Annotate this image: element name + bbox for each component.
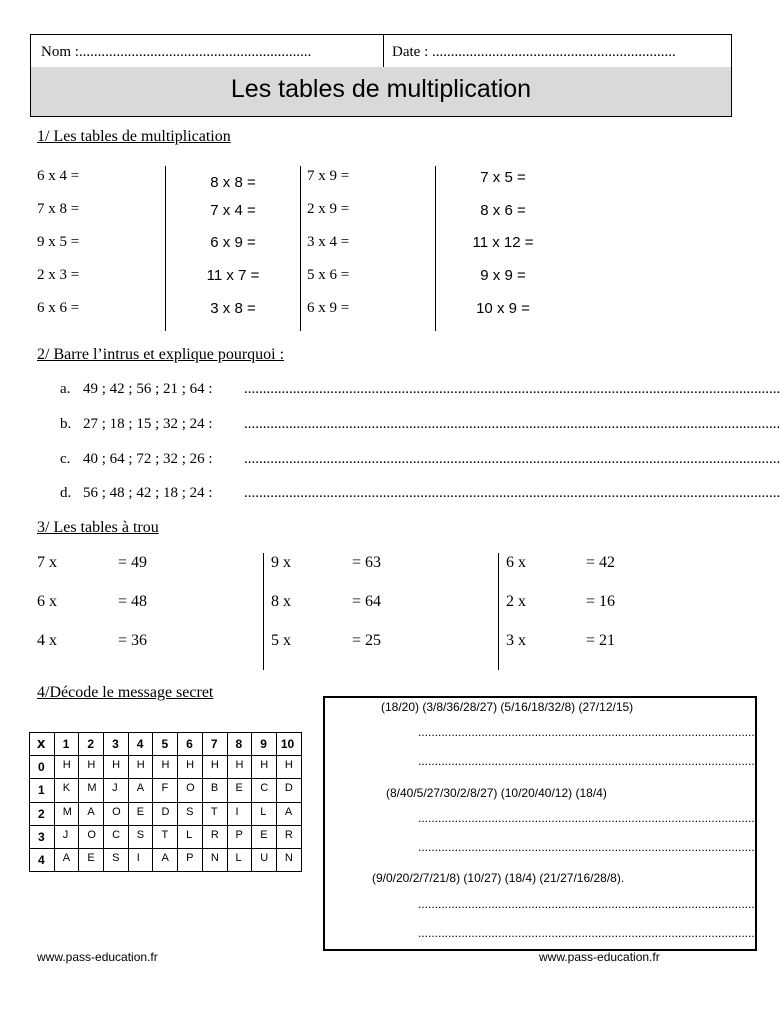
grid-cell: S	[128, 825, 153, 848]
grid-cell: J	[54, 825, 79, 848]
code-sequence: (9/0/20/2/7/21/8) (10/27) (18/4) (21/27/16/28/8).	[372, 871, 625, 885]
answer-line[interactable]: ...............................................................................................................................................	[244, 451, 780, 467]
mult-item: 6 x 6 =	[37, 300, 80, 316]
grid-cell: L	[178, 825, 203, 848]
column-header: 10	[276, 733, 301, 756]
item-letter: c.	[60, 451, 71, 467]
grid-cell: H	[104, 756, 129, 779]
column-divider	[165, 166, 166, 331]
grid-cell: C	[104, 825, 129, 848]
answer-line[interactable]: ...............................................................................................................................................	[244, 416, 780, 432]
column-divider	[300, 166, 301, 331]
product: = 48	[118, 593, 148, 610]
code-sequence: (8/40/5/27/30/2/8/27) (10/20/40/12) (18/4)	[386, 786, 607, 800]
answer-line[interactable]: ......................................................................................................	[418, 811, 759, 825]
mult-item: 2 x 9 =	[307, 201, 350, 217]
factor: 7 x	[37, 554, 57, 571]
grid-cell: S	[104, 848, 129, 871]
mult-item: 7 x 8 =	[37, 201, 80, 217]
row-header: 0	[30, 756, 55, 779]
row-header: 1	[30, 779, 55, 802]
grid-cell: N	[202, 848, 227, 871]
mult-item: 7 x 5 =	[480, 169, 526, 186]
factor: 3 x	[506, 632, 526, 649]
product: = 42	[586, 554, 616, 571]
grid-cell: H	[54, 756, 79, 779]
grid-cell: H	[79, 756, 104, 779]
section4-title: 4/Décode le message secret	[37, 684, 214, 701]
product: = 64	[352, 593, 382, 610]
mult-item: 5 x 6 =	[307, 267, 350, 283]
factor: 8 x	[271, 593, 291, 610]
section2-title: 2/ Barre l’intrus et explique pourquoi :	[37, 346, 285, 363]
grid-cell: R	[276, 825, 301, 848]
number-series: 49 ; 42 ; 56 ; 21 ; 64 :	[83, 381, 213, 397]
mult-item: 10 x 9 =	[476, 300, 530, 317]
product: = 25	[352, 632, 382, 649]
column-header: 5	[153, 733, 178, 756]
grid-cell: T	[153, 825, 178, 848]
product: = 21	[586, 632, 616, 649]
grid-cell: O	[79, 825, 104, 848]
grid-cell: E	[128, 802, 153, 825]
grid-cell: B	[202, 779, 227, 802]
grid-row	[30, 802, 302, 825]
grid-cell: L	[227, 848, 252, 871]
row-header: 4	[30, 848, 55, 871]
header-divider	[383, 35, 384, 67]
mult-item: 2 x 3 =	[37, 267, 80, 283]
decode-grid	[29, 732, 302, 872]
grid-cell: H	[276, 756, 301, 779]
column-header: 8	[227, 733, 252, 756]
grid-row	[30, 779, 302, 802]
column-header: 7	[202, 733, 227, 756]
grid-corner: x	[30, 733, 55, 756]
date-field[interactable]: Date : .................................................................	[392, 44, 676, 60]
product: = 63	[352, 554, 382, 571]
answer-line[interactable]: ......................................................................................................	[418, 897, 759, 911]
grid-cell: L	[252, 802, 277, 825]
answer-line[interactable]: ...............................................................................................................................................	[244, 485, 780, 501]
column-header: 6	[178, 733, 203, 756]
grid-cell: U	[252, 848, 277, 871]
header-box	[30, 34, 732, 117]
mult-item: 11 x 12 =	[472, 234, 534, 251]
mult-item: 6 x 9 =	[210, 234, 256, 251]
mult-item: 3 x 8 =	[210, 300, 256, 317]
mult-item: 6 x 4 =	[37, 168, 80, 184]
row-header: 2	[30, 802, 55, 825]
grid-cell: S	[178, 802, 203, 825]
column-header: 4	[128, 733, 153, 756]
factor: 2 x	[506, 593, 526, 610]
footer-link-left[interactable]: www.pass-education.fr	[37, 950, 158, 964]
factor: 9 x	[271, 554, 291, 571]
grid-row	[30, 825, 302, 848]
column-header: 9	[252, 733, 277, 756]
grid-cell: A	[54, 848, 79, 871]
grid-cell: H	[202, 756, 227, 779]
code-sequence: (18/20) (3/8/36/28/27) (5/16/18/32/8) (27/12/15)	[381, 700, 634, 714]
column-divider	[498, 553, 499, 670]
grid-cell: E	[79, 848, 104, 871]
grid-cell: P	[227, 825, 252, 848]
mult-item: 8 x 6 =	[480, 202, 526, 219]
grid-header-row	[30, 733, 302, 756]
grid-cell: R	[202, 825, 227, 848]
column-header: 3	[104, 733, 129, 756]
row-header: 3	[30, 825, 55, 848]
factor: 6 x	[506, 554, 526, 571]
grid-cell: H	[227, 756, 252, 779]
factor: 6 x	[37, 593, 57, 610]
footer-link-right[interactable]: www.pass-education.fr	[539, 950, 660, 964]
answer-line[interactable]: ...............................................................................................................................................	[244, 381, 780, 397]
grid-cell: H	[128, 756, 153, 779]
mult-item: 11 x 7 =	[206, 267, 260, 284]
grid-cell: A	[128, 779, 153, 802]
number-series: 56 ; 48 ; 42 ; 18 ; 24 :	[83, 485, 213, 501]
answer-line[interactable]: ......................................................................................................	[418, 754, 759, 768]
column-divider	[435, 166, 436, 331]
grid-cell: K	[54, 779, 79, 802]
product: = 49	[118, 554, 148, 571]
grid-cell: E	[227, 779, 252, 802]
column-header: 2	[79, 733, 104, 756]
mult-item: 3 x 4 =	[307, 234, 350, 250]
column-header: 1	[54, 733, 79, 756]
grid-cell: C	[252, 779, 277, 802]
mult-item: 7 x 9 =	[307, 168, 350, 184]
answer-line[interactable]: ......................................................................................................	[418, 725, 759, 739]
grid-cell: O	[104, 802, 129, 825]
grid-cell: T	[202, 802, 227, 825]
grid-cell: H	[153, 756, 178, 779]
mult-item: 7 x 4 =	[210, 202, 256, 219]
product: = 16	[586, 593, 616, 610]
grid-cell: E	[252, 825, 277, 848]
answer-line[interactable]: ......................................................................................................	[418, 840, 759, 854]
name-date-row	[31, 35, 731, 68]
grid-cell: J	[104, 779, 129, 802]
grid-cell: N	[276, 848, 301, 871]
factor: 4 x	[37, 632, 57, 649]
grid-row	[30, 756, 302, 779]
number-series: 27 ; 18 ; 15 ; 32 ; 24 :	[83, 416, 213, 432]
product: = 36	[118, 632, 148, 649]
grid-cell: O	[178, 779, 203, 802]
grid-cell: M	[54, 802, 79, 825]
item-letter: a.	[60, 381, 71, 397]
grid-cell: A	[276, 802, 301, 825]
page-title: Les tables de multiplication	[230, 75, 532, 103]
grid-cell: H	[252, 756, 277, 779]
grid-cell: F	[153, 779, 178, 802]
grid-cell: D	[153, 802, 178, 825]
grid-row	[30, 848, 302, 871]
mult-item: 8 x 8 =	[210, 174, 256, 191]
grid-cell: I	[128, 848, 153, 871]
grid-cell: M	[79, 779, 104, 802]
grid-cell: I	[227, 802, 252, 825]
secret-message-box	[323, 696, 757, 951]
section1-title: 1/ Les tables de multiplication	[37, 128, 231, 145]
item-letter: d.	[60, 485, 72, 501]
item-letter: b.	[60, 416, 72, 432]
grid-cell: D	[276, 779, 301, 802]
mult-item: 6 x 9 =	[307, 300, 350, 316]
section3-title: 3/ Les tables à trou	[37, 519, 159, 536]
name-field[interactable]: Nom :..............................................................	[41, 44, 312, 60]
answer-line[interactable]: ......................................................................................................	[418, 926, 759, 940]
grid-cell: P	[178, 848, 203, 871]
number-series: 40 ; 64 ; 72 ; 32 ; 26 :	[83, 451, 213, 467]
grid-cell: A	[79, 802, 104, 825]
grid-cell: A	[153, 848, 178, 871]
factor: 5 x	[271, 632, 291, 649]
mult-item: 9 x 5 =	[37, 234, 80, 250]
grid-cell: H	[178, 756, 203, 779]
mult-item: 9 x 9 =	[480, 267, 526, 284]
column-divider	[263, 553, 264, 670]
